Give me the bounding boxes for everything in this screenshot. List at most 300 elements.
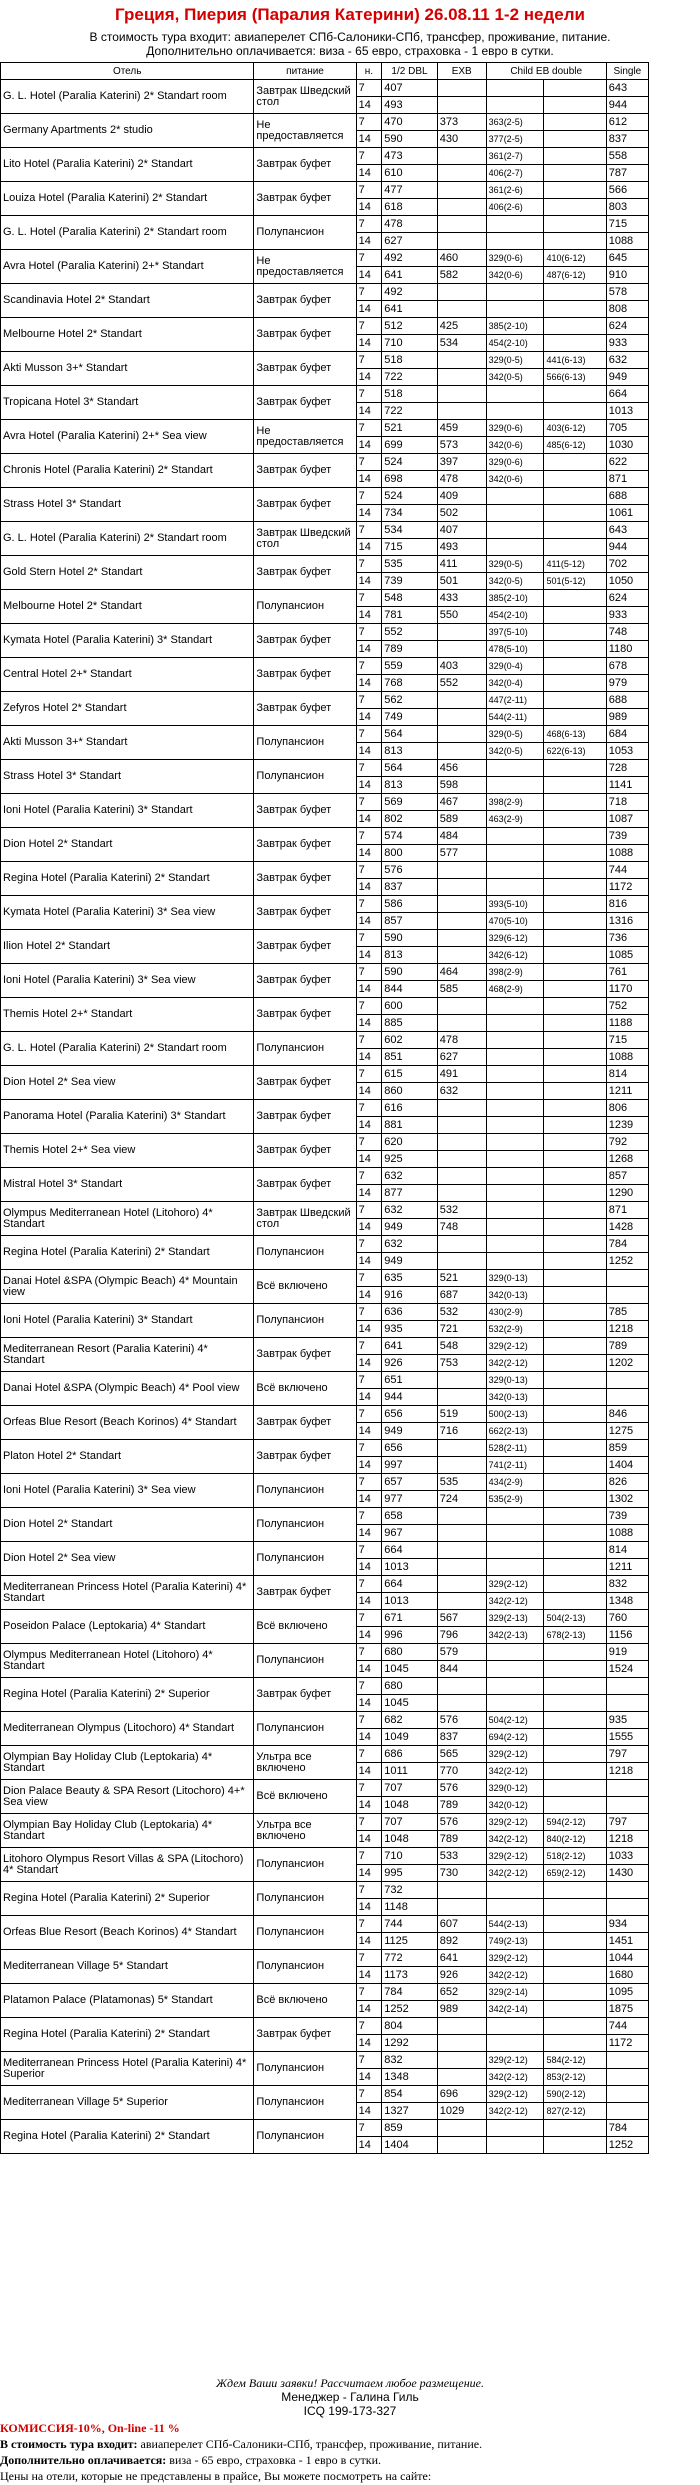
hotel-name: Olympus Mediterranean Hotel (Litohoro) 4* Standart <box>1 1644 254 1678</box>
price-single: 578 <box>606 284 648 301</box>
price-exb: 552 <box>437 675 486 692</box>
price-single: 643 <box>606 80 648 97</box>
price-single <box>606 1695 648 1712</box>
price-single: 1030 <box>606 437 648 454</box>
price-child-eb-1: 470(5-10) <box>486 913 544 930</box>
price-exb: 589 <box>437 811 486 828</box>
price-child-eb-2: 504(2-13) <box>544 1610 606 1627</box>
price-half-dbl: 1125 <box>382 1933 438 1950</box>
price-nights: 14 <box>356 1253 382 1270</box>
price-half-dbl: 562 <box>382 692 438 709</box>
hotel-name: Regina Hotel (Paralia Katerini) 2* Standart <box>1 2018 254 2052</box>
price-child-eb-2 <box>544 1304 606 1321</box>
price-single: 736 <box>606 930 648 947</box>
hotel-name: Melbourne Hotel 2* Standart <box>1 318 254 352</box>
price-single <box>606 1389 648 1406</box>
price-child-eb-2 <box>544 794 606 811</box>
price-child-eb-2 <box>544 590 606 607</box>
price-exb: 567 <box>437 1610 486 1627</box>
price-child-eb-1 <box>486 879 544 896</box>
price-child-eb-1: 342(2-13) <box>486 1627 544 1644</box>
price-exb <box>437 2069 486 2086</box>
price-child-eb-2 <box>544 2137 606 2154</box>
price-exb <box>437 369 486 386</box>
price-child-eb-2 <box>544 862 606 879</box>
price-exb: 467 <box>437 794 486 811</box>
price-child-eb-2 <box>544 1236 606 1253</box>
price-child-eb-1 <box>486 828 544 845</box>
price-child-eb-1: 478(5-10) <box>486 641 544 658</box>
table-row <box>1 250 649 267</box>
price-single: 1156 <box>606 1627 648 1644</box>
meal-plan: Завтрак буфет <box>254 318 356 352</box>
price-child-eb-1: 398(2-9) <box>486 794 544 811</box>
price-half-dbl: 813 <box>382 777 438 794</box>
price-child-eb-1 <box>486 1134 544 1151</box>
price-exb: 403 <box>437 658 486 675</box>
price-single: 632 <box>606 352 648 369</box>
price-child-eb-2 <box>544 709 606 726</box>
price-exb: 789 <box>437 1831 486 1848</box>
price-child-eb-1: 363(2-5) <box>486 114 544 131</box>
price-half-dbl: 564 <box>382 760 438 777</box>
meal-plan: Полупансион <box>254 1950 356 1984</box>
price-exb: 501 <box>437 573 486 590</box>
price-exb: 926 <box>437 1967 486 1984</box>
hotel-name: Mediterranean Princess Hotel (Paralia Katerini) 4* Superior <box>1 2052 254 2086</box>
price-child-eb-2 <box>544 1916 606 1933</box>
table-row <box>1 726 649 743</box>
meal-plan: Полупансион <box>254 1644 356 1678</box>
price-single: 846 <box>606 1406 648 1423</box>
extra-payment-note: Дополнительно оплачивается: виза - 65 евро, страховка - 1 евро в сутки. <box>146 44 554 58</box>
price-table <box>0 62 649 2154</box>
hotel-name: G. L. Hotel (Paralia Katerini) 2* Standart room <box>1 80 254 114</box>
price-single: 1252 <box>606 1253 648 1270</box>
price-exb <box>437 1508 486 1525</box>
price-nights: 14 <box>356 1083 382 1100</box>
price-child-eb-2: 840(2-12) <box>544 1831 606 1848</box>
price-exb <box>437 2018 486 2035</box>
footer-included <box>0 2436 482 2452</box>
table-row <box>1 1678 649 1695</box>
price-child-eb-1 <box>486 1661 544 1678</box>
price-exb <box>437 692 486 709</box>
price-child-eb-1 <box>486 403 544 420</box>
price-exb: 796 <box>437 1627 486 1644</box>
price-nights: 7 <box>356 386 382 403</box>
price-half-dbl: 636 <box>382 1304 438 1321</box>
price-nights: 7 <box>356 760 382 777</box>
price-exb <box>437 165 486 182</box>
hotel-name: Louiza Hotel (Paralia Katerini) 2* Standart <box>1 182 254 216</box>
table-row <box>1 828 649 845</box>
hotel-name: Mediterranean Princess Hotel (Paralia Katerini) 4* Standart <box>1 1576 254 1610</box>
price-nights: 14 <box>356 1831 382 1848</box>
hotel-name: Ioni Hotel (Paralia Katerini) 3* Standart <box>1 1304 254 1338</box>
price-half-dbl: 658 <box>382 1508 438 1525</box>
price-single: 1302 <box>606 1491 648 1508</box>
price-single: 1061 <box>606 505 648 522</box>
price-child-eb-1: 342(2-12) <box>486 2103 544 2120</box>
meal-plan: Полупансион <box>254 1474 356 1508</box>
price-exb: 502 <box>437 505 486 522</box>
price-child-eb-2 <box>544 1389 606 1406</box>
price-child-eb-1 <box>486 1202 544 1219</box>
meal-plan: Завтрак буфет <box>254 1100 356 1134</box>
price-single: 728 <box>606 760 648 777</box>
hotel-name: Regina Hotel (Paralia Katerini) 2* Standart <box>1 862 254 896</box>
price-single: 1095 <box>606 1984 648 2001</box>
price-child-eb-2 <box>544 1287 606 1304</box>
table-row <box>1 1984 649 2001</box>
price-nights: 14 <box>356 1015 382 1032</box>
price-single: 1202 <box>606 1355 648 1372</box>
price-child-eb-2 <box>544 454 606 471</box>
price-single: 1218 <box>606 1831 648 1848</box>
price-child-eb-1: 342(2-12) <box>486 1763 544 1780</box>
price-half-dbl: 1013 <box>382 1593 438 1610</box>
price-exb <box>437 352 486 369</box>
table-row <box>1 318 649 335</box>
price-half-dbl: 656 <box>382 1406 438 1423</box>
price-half-dbl: 837 <box>382 879 438 896</box>
price-child-eb-2 <box>544 1440 606 1457</box>
price-half-dbl: 710 <box>382 1848 438 1865</box>
table-row <box>1 556 649 573</box>
price-nights: 7 <box>356 624 382 641</box>
price-single: 989 <box>606 709 648 726</box>
hotel-name: Olympian Bay Holiday Club (Leptokaria) 4* Standart <box>1 1814 254 1848</box>
price-child-eb-2 <box>544 1015 606 1032</box>
price-half-dbl: 784 <box>382 1984 438 2001</box>
table-row <box>1 1576 649 1593</box>
price-half-dbl: 590 <box>382 131 438 148</box>
price-half-dbl: 548 <box>382 590 438 607</box>
price-child-eb-1: 447(2-11) <box>486 692 544 709</box>
price-single: 1050 <box>606 573 648 590</box>
price-child-eb-1: 329(2-12) <box>486 1746 544 1763</box>
price-exb <box>437 726 486 743</box>
price-child-eb-1: 342(0-4) <box>486 675 544 692</box>
price-half-dbl: 524 <box>382 488 438 505</box>
price-single: 784 <box>606 1236 648 1253</box>
price-child-eb-2 <box>544 1474 606 1491</box>
price-nights: 7 <box>356 148 382 165</box>
price-single: 645 <box>606 250 648 267</box>
price-exb: 627 <box>437 1049 486 1066</box>
price-single: 816 <box>606 896 648 913</box>
price-child-eb-1 <box>486 1525 544 1542</box>
price-nights: 7 <box>356 590 382 607</box>
price-exb <box>437 1678 486 1695</box>
price-nights: 14 <box>356 335 382 352</box>
price-child-eb-1 <box>486 97 544 114</box>
table-row <box>1 114 649 131</box>
hotel-name: Kymata Hotel (Paralia Katerini) 3* Standart <box>1 624 254 658</box>
price-nights: 7 <box>356 1814 382 1831</box>
price-nights: 14 <box>356 1661 382 1678</box>
table-row <box>1 2086 649 2103</box>
table-row <box>1 1712 649 1729</box>
price-single: 1188 <box>606 1015 648 1032</box>
price-child-eb-1: 329(2-12) <box>486 1848 544 1865</box>
price-nights: 7 <box>356 726 382 743</box>
price-exb <box>437 1253 486 1270</box>
price-exb: 535 <box>437 1474 486 1491</box>
price-single: 1875 <box>606 2001 648 2018</box>
price-exb <box>437 624 486 641</box>
price-child-eb-1: 528(2-11) <box>486 1440 544 1457</box>
price-half-dbl: 800 <box>382 845 438 862</box>
price-exb: 844 <box>437 1661 486 1678</box>
price-exb: 687 <box>437 1287 486 1304</box>
price-child-eb-1: 504(2-12) <box>486 1712 544 1729</box>
price-child-eb-2 <box>544 1899 606 1916</box>
price-single: 612 <box>606 114 648 131</box>
price-nights: 7 <box>356 1644 382 1661</box>
price-child-eb-2 <box>544 624 606 641</box>
price-nights: 7 <box>356 250 382 267</box>
table-row <box>1 1100 649 1117</box>
price-child-eb-2 <box>544 1780 606 1797</box>
price-nights: 7 <box>356 1270 382 1287</box>
price-child-eb-1: 342(2-12) <box>486 1355 544 1372</box>
price-half-dbl: 590 <box>382 930 438 947</box>
price-half-dbl: 739 <box>382 573 438 590</box>
footer-icq: ICQ 199-173-327 <box>303 2404 397 2418</box>
price-child-eb-2 <box>544 1134 606 1151</box>
price-child-eb-1: 329(0-6) <box>486 250 544 267</box>
price-single: 1088 <box>606 1525 648 1542</box>
price-half-dbl: 698 <box>382 471 438 488</box>
price-exb <box>437 1015 486 1032</box>
footer-extra-label: Дополнительно оплачивается: <box>0 2453 167 2467</box>
price-exb <box>437 97 486 114</box>
price-nights: 14 <box>356 1219 382 1236</box>
price-child-eb-1: 329(0-5) <box>486 352 544 369</box>
price-single: 797 <box>606 1746 648 1763</box>
table-row <box>1 1270 649 1287</box>
price-single: 871 <box>606 471 648 488</box>
price-single: 910 <box>606 267 648 284</box>
price-single: 761 <box>606 964 648 981</box>
price-nights: 7 <box>356 1712 382 1729</box>
meal-plan: Всё включено <box>254 1270 356 1304</box>
meal-plan: Завтрак буфет <box>254 1440 356 1474</box>
meal-plan: Завтрак буфет <box>254 692 356 726</box>
meal-plan: Всё включено <box>254 1372 356 1406</box>
price-half-dbl: 518 <box>382 352 438 369</box>
price-nights: 14 <box>356 1185 382 1202</box>
col-half-dbl: 1/2 DBL <box>382 63 438 80</box>
price-single: 1218 <box>606 1321 648 1338</box>
hotel-name: Ilion Hotel 2* Standart <box>1 930 254 964</box>
price-single: 752 <box>606 998 648 1015</box>
price-nights: 7 <box>356 1950 382 1967</box>
table-row <box>1 2018 649 2035</box>
price-child-eb-1: 342(0-5) <box>486 369 544 386</box>
meal-plan: Завтрак Шведский стол <box>254 1202 356 1236</box>
price-nights: 14 <box>356 1865 382 1882</box>
price-nights: 14 <box>356 1117 382 1134</box>
price-half-dbl: 477 <box>382 182 438 199</box>
price-nights: 14 <box>356 743 382 760</box>
price-exb: 652 <box>437 1984 486 2001</box>
price-half-dbl: 615 <box>382 1066 438 1083</box>
hotel-name: Mediterranean Village 5* Standart <box>1 1950 254 1984</box>
price-exb: 598 <box>437 777 486 794</box>
price-child-eb-1: 662(2-13) <box>486 1423 544 1440</box>
price-nights: 7 <box>356 1202 382 1219</box>
price-child-eb-1: 342(2-12) <box>486 1831 544 1848</box>
price-child-eb-1: 329(0-6) <box>486 420 544 437</box>
meal-plan: Ультра все включено <box>254 1814 356 1848</box>
price-half-dbl: 651 <box>382 1372 438 1389</box>
meal-plan: Всё включено <box>254 1780 356 1814</box>
price-child-eb-2 <box>544 148 606 165</box>
price-nights: 7 <box>356 114 382 131</box>
price-nights: 14 <box>356 573 382 590</box>
price-child-eb-1: 454(2-10) <box>486 335 544 352</box>
price-child-eb-2 <box>544 896 606 913</box>
price-child-eb-1: 398(2-9) <box>486 964 544 981</box>
price-single: 1218 <box>606 1763 648 1780</box>
price-half-dbl: 881 <box>382 1117 438 1134</box>
price-exb: 730 <box>437 1865 486 1882</box>
price-half-dbl: 707 <box>382 1814 438 1831</box>
price-child-eb-2 <box>544 964 606 981</box>
price-single: 1316 <box>606 913 648 930</box>
price-exb <box>437 896 486 913</box>
price-exb: 411 <box>437 556 486 573</box>
price-single: 1053 <box>606 743 648 760</box>
price-exb: 456 <box>437 760 486 777</box>
price-exb <box>437 641 486 658</box>
price-child-eb-1: 500(2-13) <box>486 1406 544 1423</box>
price-child-eb-2 <box>544 2120 606 2137</box>
price-child-eb-1: 532(2-9) <box>486 1321 544 1338</box>
price-nights: 7 <box>356 862 382 879</box>
price-half-dbl: 632 <box>382 1236 438 1253</box>
table-row <box>1 2120 649 2137</box>
price-child-eb-2 <box>544 1763 606 1780</box>
price-exb <box>437 998 486 1015</box>
table-row <box>1 1304 649 1321</box>
price-nights: 14 <box>356 97 382 114</box>
meal-plan: Завтрак буфет <box>254 624 356 658</box>
price-exb <box>437 2052 486 2069</box>
price-child-eb-1 <box>486 1559 544 1576</box>
price-nights: 7 <box>356 964 382 981</box>
price-child-eb-2 <box>544 879 606 896</box>
price-nights: 7 <box>356 2052 382 2069</box>
hotel-name: Dion Hotel 2* Standart <box>1 1508 254 1542</box>
price-child-eb-2 <box>544 1746 606 1763</box>
hotel-name: Germany Apartments 2* studio <box>1 114 254 148</box>
price-child-eb-2 <box>544 981 606 998</box>
price-nights: 7 <box>356 1508 382 1525</box>
price-exb <box>437 709 486 726</box>
price-child-eb-1 <box>486 1678 544 1695</box>
price-half-dbl: 935 <box>382 1321 438 1338</box>
price-nights: 14 <box>356 1899 382 1916</box>
price-child-eb-2 <box>544 1066 606 1083</box>
price-single <box>606 1899 648 1916</box>
price-half-dbl: 602 <box>382 1032 438 1049</box>
price-child-eb-1 <box>486 301 544 318</box>
price-child-eb-1: 397(5-10) <box>486 624 544 641</box>
hotel-name: Ioni Hotel (Paralia Katerini) 3* Sea view <box>1 964 254 998</box>
price-nights: 7 <box>356 658 382 675</box>
meal-plan: Завтрак Шведский стол <box>254 80 356 114</box>
price-child-eb-2 <box>544 1372 606 1389</box>
price-nights: 7 <box>356 692 382 709</box>
hotel-name: Olympus Mediterranean Hotel (Litohoro) 4* Standart <box>1 1202 254 1236</box>
price-half-dbl: 627 <box>382 233 438 250</box>
price-child-eb-1: 544(2-13) <box>486 1916 544 1933</box>
price-exb: 1029 <box>437 2103 486 2120</box>
price-child-eb-2 <box>544 488 606 505</box>
price-single <box>606 1678 648 1695</box>
price-child-eb-1: 329(2-12) <box>486 2086 544 2103</box>
price-child-eb-2 <box>544 182 606 199</box>
price-single: 933 <box>606 607 648 624</box>
price-half-dbl: 492 <box>382 284 438 301</box>
price-exb: 585 <box>437 981 486 998</box>
price-nights: 14 <box>356 641 382 658</box>
price-nights: 14 <box>356 1763 382 1780</box>
table-row <box>1 862 649 879</box>
table-row <box>1 80 649 97</box>
price-half-dbl: 832 <box>382 2052 438 2069</box>
price-nights: 7 <box>356 1236 382 1253</box>
table-row <box>1 658 649 675</box>
table-row <box>1 1338 649 1355</box>
price-half-dbl: 925 <box>382 1151 438 1168</box>
price-exb <box>437 1117 486 1134</box>
price-single: 715 <box>606 216 648 233</box>
price-child-eb-1: 329(0-6) <box>486 454 544 471</box>
price-child-eb-2 <box>544 1185 606 1202</box>
meal-plan: Полупансион <box>254 1508 356 1542</box>
table-row <box>1 1848 649 1865</box>
price-nights: 7 <box>356 216 382 233</box>
hotel-name: Regina Hotel (Paralia Katerini) 2* Superior <box>1 1882 254 1916</box>
table-row <box>1 964 649 981</box>
price-child-eb-2 <box>544 1491 606 1508</box>
table-row <box>1 930 649 947</box>
table-row <box>1 386 649 403</box>
footer-extra <box>0 2452 381 2468</box>
price-nights: 14 <box>356 267 382 284</box>
meal-plan: Завтрак буфет <box>254 828 356 862</box>
price-child-eb-1 <box>486 488 544 505</box>
price-single: 688 <box>606 692 648 709</box>
price-half-dbl: 802 <box>382 811 438 828</box>
price-single: 684 <box>606 726 648 743</box>
price-child-eb-2 <box>544 1576 606 1593</box>
price-nights: 14 <box>356 369 382 386</box>
price-child-eb-1: 694(2-12) <box>486 1729 544 1746</box>
price-half-dbl: 641 <box>382 267 438 284</box>
price-exb: 430 <box>437 131 486 148</box>
price-child-eb-2 <box>544 828 606 845</box>
price-exb: 532 <box>437 1202 486 1219</box>
price-half-dbl: 564 <box>382 726 438 743</box>
price-exb <box>437 2137 486 2154</box>
meal-plan: Завтрак Шведский стол <box>254 522 356 556</box>
